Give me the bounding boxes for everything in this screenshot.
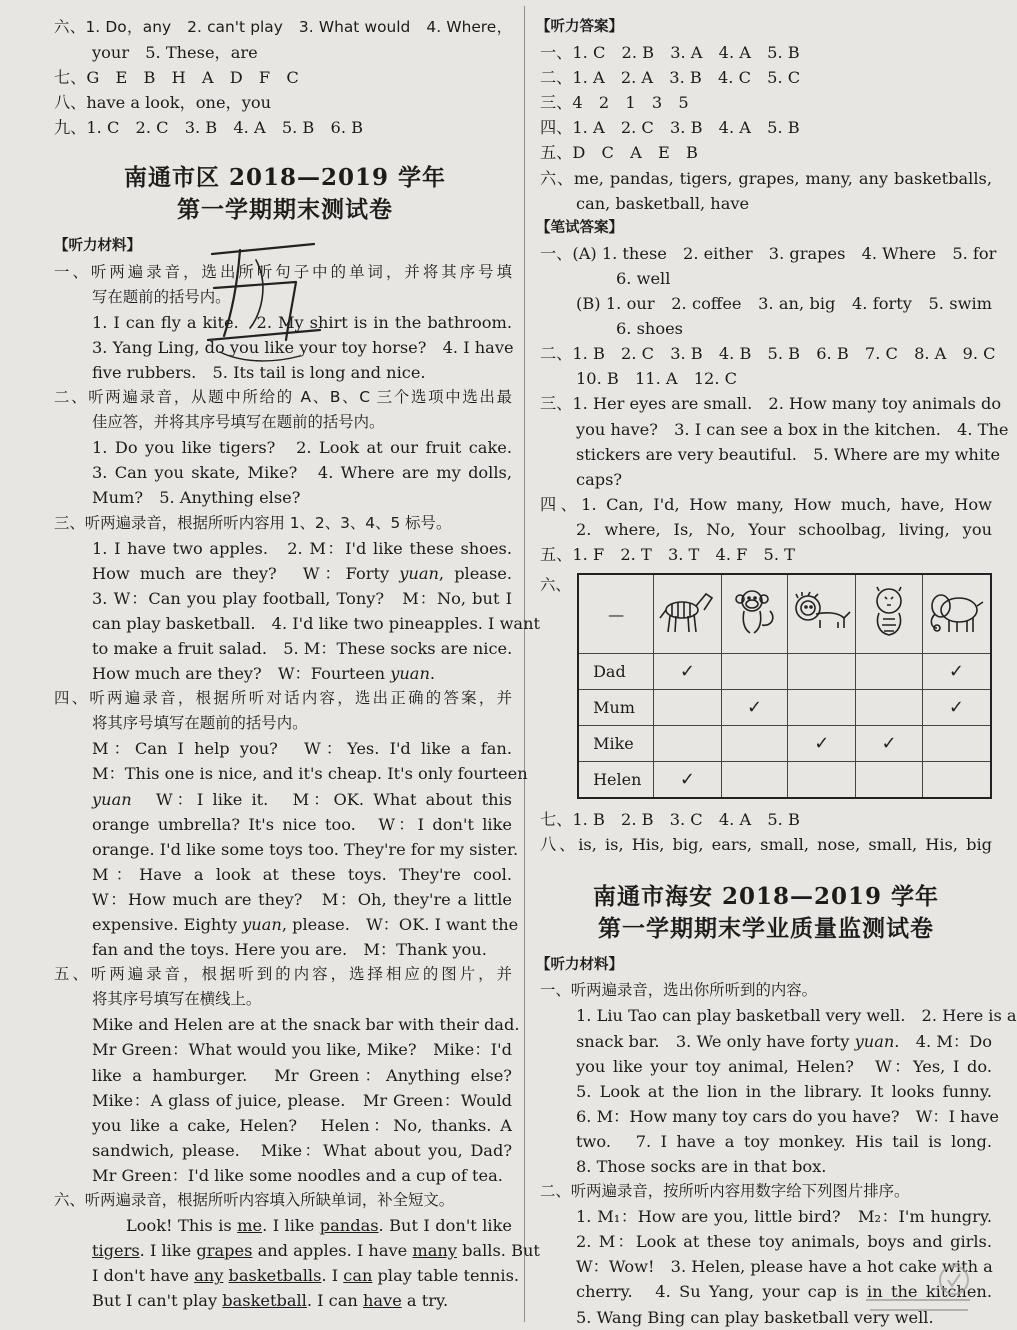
question-heading: 将其序号填写在题前的括号内。	[92, 714, 308, 733]
transcript-line: How much are they? W：Forty yuan, please.	[92, 563, 513, 583]
transcript-line: sandwich, please. Mike：What about you, Dad?	[92, 1140, 512, 1160]
check-mark: ✓	[679, 661, 695, 683]
transcript-line: cherry. 4. Su Yang, your cap is in the kitchen.	[576, 1282, 992, 1302]
table-header-row	[578, 574, 991, 654]
transcript-line: you like a cake, Helen? Helen：No, thanks. A	[92, 1115, 512, 1135]
answer-line: 五、D C A E B	[540, 143, 698, 163]
answer-line: 七、1. B 2. B 3. C 4. A 5. B	[540, 810, 800, 830]
question-heading: 六、听两遍录音，根据所听内容填入所缺单词，补全短文。	[54, 1191, 455, 1210]
transcript-line: 6. M：How many toy cars do you have? W：I have	[576, 1106, 999, 1126]
question-heading: 三、听两遍录音，根据所听内容用 1、2、3、4、5 标号。	[54, 513, 452, 532]
question-heading: 五、听两遍录音，根据听到的内容，选择相应的图片，并	[54, 965, 512, 984]
answers-tag: 【听力答案】	[536, 19, 623, 35]
answer-line: 二、1. A 2. A 3. B 4. C 5. C	[540, 68, 801, 88]
answer-line: you have? 3. I can see a box in the kitchen. 4. The	[576, 419, 1009, 439]
answer-line: 10. B 11. A 12. C	[576, 369, 738, 389]
row-name: Mike	[578, 726, 654, 762]
transcript-line: 1. I can fly a kite. 2. My shirt is in the bathroom.	[92, 312, 512, 332]
grid-cell	[788, 654, 856, 690]
transcript-line: How much are they? W：Fourteen yuan.	[92, 664, 436, 684]
watermark-logo	[860, 1260, 978, 1322]
column-divider	[524, 6, 525, 1322]
transcript-line: Mum? 5. Anything else?	[92, 488, 301, 508]
check-mark: ✓	[746, 697, 763, 719]
grid-cell	[654, 654, 722, 690]
answer-line: 五、1. F 2. T 3. T 4. F 5. T	[540, 544, 795, 564]
grid-cell	[922, 726, 991, 762]
lion-icon	[788, 574, 856, 654]
question-heading: 四、听两遍录音，根据所听对话内容，选出正确的答案，并	[54, 689, 512, 708]
grid-cell	[856, 762, 923, 799]
grid-cell	[922, 690, 991, 726]
answer-line: (B) 1. our 2. coffee 3. an, big 4. forty 5. swim	[576, 294, 992, 314]
answer-line: 二、1. B 2. C 3. B 4. B 5. B 6. B 7. C 8. A 9. C	[540, 344, 996, 364]
transcript-line: orange. I'd like some toys too. They're for my sister.	[92, 839, 519, 859]
animal-check-table	[577, 573, 992, 799]
transcript-line: five rubbers. 5. Its tail is long and nice.	[92, 362, 426, 382]
answer-line: 六、me, pandas, tigers, grapes, many, any basketballs,	[540, 168, 992, 188]
transcript-line: expensive. Eighty yuan, please. W：OK. I want the	[92, 915, 519, 934]
section-subtitle: 第一学期期末学业质量监测试卷	[598, 915, 934, 943]
transcript-line: 1. M₁：How are you, little bird? M₂：I'm hungry.	[576, 1207, 992, 1227]
transcript-line: Mike：A glass of juice, please. Mr Green：Would	[92, 1090, 512, 1110]
transcript-line: Mike and Helen are at the snack bar with their dad.	[92, 1015, 520, 1035]
transcript-line: 5. Wang Bing can play basketball very well.	[576, 1307, 934, 1327]
transcript-line: you like your toy animal, Helen? W：Yes, I do.	[576, 1056, 992, 1076]
transcript-line: 5. Look at the lion in the library. It looks funny.	[576, 1081, 992, 1101]
animal-grid-block	[540, 573, 992, 807]
answer-line: 九、1. C 2. C 3. B 4. A 5. B 6. B	[54, 118, 364, 138]
check-mark: ✓	[948, 697, 964, 719]
passage-line: But I can't play basketball. I can have a try.	[92, 1291, 449, 1311]
transcript-line: M：Have a look at these toys. They're cool.	[92, 864, 512, 884]
check-mark: ✓	[881, 733, 897, 755]
answer-line: caps?	[576, 469, 623, 489]
question-heading: 一、听两遍录音，选出所听句子中的单词，并将其序号填	[54, 262, 512, 281]
grid-cell	[788, 762, 856, 799]
transcript-line: 1. Liu Tao can play basketball very well. 2. Here is a	[576, 1006, 1017, 1026]
monkey-icon	[721, 574, 788, 654]
row-name: Mum	[578, 690, 654, 726]
answer-line: 三、1. Her eyes are small. 2. How many toy animals do	[540, 394, 1002, 414]
check-mark: ✓	[679, 769, 695, 791]
passage-line: tigers. I like grapes and apples. I have many balls. But	[92, 1241, 540, 1261]
answer-line: 八、have a look，one，you	[54, 93, 272, 113]
tiger-icon	[856, 574, 923, 654]
section-title: 南通市区 2018—2019 学年	[123, 164, 447, 192]
answer-line: your 5. These，are	[92, 43, 258, 63]
listening-tag: 【听力材料】	[54, 238, 141, 255]
grid-cell	[922, 654, 991, 690]
grid-cell	[654, 726, 722, 762]
answer-line: 七、G E B H A D F C	[54, 68, 299, 88]
grid-cell	[856, 690, 923, 726]
answer-line: 四、1. A 2. C 3. B 4. A 5. B	[540, 118, 800, 138]
question-heading: 二、听两遍录音，按所听内容用数字给下列图片排序。	[540, 1182, 910, 1201]
transcript-line: Mr Green：I'd like some noodles and a cup of tea.	[92, 1165, 503, 1185]
grid-cell	[922, 762, 991, 799]
right-column	[536, 15, 1017, 1330]
transcript-line: fan and the toys. Here you are. M：Thank you.	[92, 940, 487, 960]
transcript-line: W：How much are they? M：Oh, they're a little	[92, 889, 512, 909]
transcript-line: 3. W：Can you play football, Tony? M：No, but I	[92, 588, 512, 608]
listening-tag: 【听力材料】	[536, 957, 623, 974]
answers-tag: 【笔试答案】	[536, 219, 623, 236]
corner-cell: —	[578, 574, 654, 654]
transcript-line: like a hamburger. Mr Green：Anything else?	[92, 1065, 512, 1085]
transcript-line: 1. Do you like tigers? 2. Look at our fruit cake.	[92, 438, 512, 458]
answer-line: 四、1. Can, I'd, How many, How much, have, How	[540, 494, 992, 514]
transcript-line: orange umbrella? It's nice too. W：I don't like	[92, 814, 512, 834]
question-heading: 佳应答，并将其序号填写在题前的括号内。	[92, 413, 385, 432]
grid-cell	[856, 726, 923, 762]
grid-cell	[788, 690, 856, 726]
transcript-line: 1. I have two apples. 2. M：I'd like these shoes.	[92, 538, 512, 558]
grid-cell	[721, 762, 788, 799]
passage-line: Look! This is me. I like pandas. But I don't like	[126, 1216, 512, 1236]
row-name: Dad	[578, 654, 654, 690]
question-heading: 将其序号填写在横线上。	[92, 990, 262, 1009]
answer-line: 六、1. Do，any 2. can't play 3. What would 4. Where，	[54, 18, 512, 36]
table-row	[578, 654, 991, 690]
answer-line: 6. shoes	[616, 319, 683, 339]
transcript-line: 8. Those socks are in that box.	[576, 1157, 827, 1176]
answer-line: 三、4 2 1 3 5	[540, 93, 689, 113]
answer-line: 八、is, is, His, big, ears, small, nose, small, His, big	[540, 835, 992, 855]
grid-cell	[721, 654, 788, 690]
answer-line: 一、1. C 2. B 3. A 4. A 5. B	[540, 43, 800, 63]
answer-line: 一、(A) 1. these 2. either 3. grapes 4. Where 5. for	[540, 243, 997, 263]
passage-line: I don't have any basketballs. I can play table tennis.	[92, 1266, 520, 1286]
answer-line: can, basketball, have	[576, 193, 750, 213]
grid-cell	[654, 690, 722, 726]
grid-label: 六、	[540, 576, 571, 595]
row-name: Helen	[578, 762, 654, 799]
table-row	[578, 726, 991, 762]
transcript-line: M：This one is nice, and it's cheap. It's only fourteen	[92, 764, 528, 784]
question-heading: 写在题前的括号内。	[92, 287, 231, 306]
answer-line: stickers are very beautiful. 5. Where are my white	[576, 444, 1001, 464]
transcript-line: 3. Yang Ling, do you like your toy horse? 4. I have	[92, 337, 514, 357]
left-column	[54, 15, 541, 1314]
transcript-line: 3. Can you skate, Mike? 4. Where are my dolls,	[92, 463, 512, 483]
transcript-line: can play basketball. 4. I'd like two pineapples. I want	[92, 613, 541, 633]
answer-line: 6. well	[616, 268, 671, 288]
grid-cell	[721, 690, 788, 726]
table-row	[578, 762, 991, 799]
answer-line: 2. where, Is, No, Your schoolbag, living, you	[576, 519, 992, 539]
transcript-line: M：Can I help you? W：Yes. I'd like a fan.	[92, 739, 512, 759]
transcript-line: two. 7. I have a toy monkey. His tail is long.	[576, 1131, 992, 1151]
grid-cell	[721, 726, 788, 762]
transcript-line: snack bar. 3. We only have forty yuan. 4. M：Do	[576, 1031, 992, 1051]
table-row	[578, 690, 991, 726]
transcript-line: W：Wow! 3. Helen, please have a hot cake with a	[576, 1257, 993, 1277]
transcript-line: to make a fruit salad. 5. M：These socks are nice.	[92, 638, 513, 658]
elephant-icon	[922, 574, 991, 654]
grid-cell	[788, 726, 856, 762]
section-title: 南通市海安 2018—2019 学年	[592, 883, 940, 911]
check-mark: ✓	[814, 733, 830, 755]
grid-cell	[654, 762, 722, 799]
transcript-line: Mr Green：What would you like, Mike? Mike：I'd	[92, 1040, 512, 1060]
question-heading: 二、听两遍录音，从题中所给的 A、B、C 三个选项中选出最	[54, 388, 512, 407]
transcript-line: yuan W：I like it. M：OK. What about this	[92, 789, 512, 809]
question-heading: 一、听两遍录音，选出你所听到的内容。	[540, 981, 818, 1000]
transcript-line: 2. M：Look at these toy animals, boys and girls.	[576, 1232, 992, 1252]
grid-cell	[856, 654, 923, 690]
check-mark: ✓	[948, 661, 964, 683]
zebra-icon	[654, 574, 722, 654]
section-subtitle: 第一学期期末测试卷	[177, 196, 393, 224]
